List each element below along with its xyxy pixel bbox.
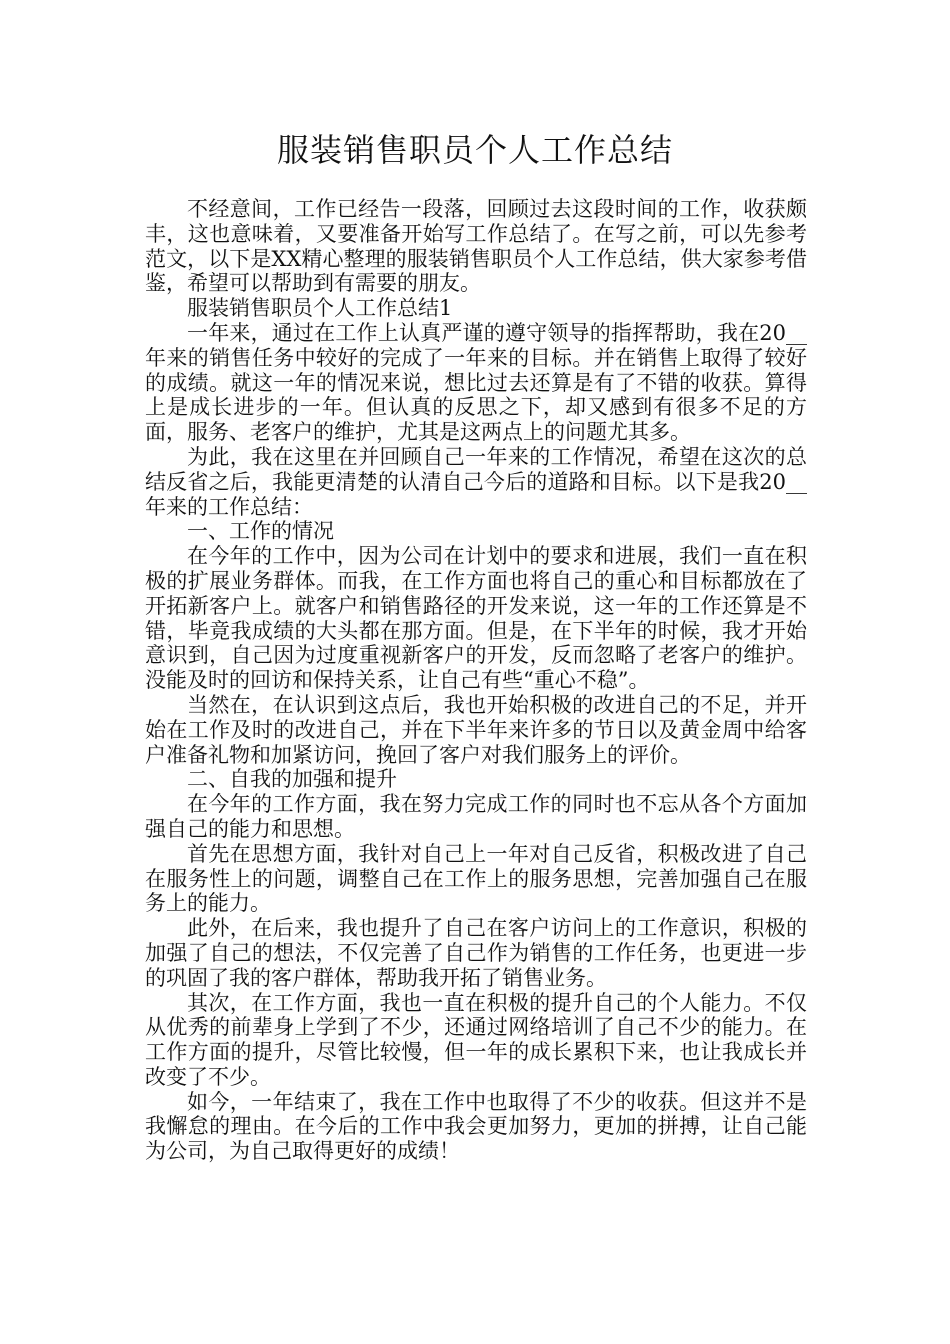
- paragraph: 一年来，通过在工作上认真严谨的遵守领导的指挥帮助，我在20__年来的销售任务中较好的完成了一年来的目标。并在销售上取得了较好的成绩。就这一年的情况来说，想比过去还算是有了不错的收获。算得上是成长进步的一年。但认真的反思之下，却又感到有很多不足的方面，服务、老客户的维护，尤其是这两点上的问题尤其多。: [145, 320, 807, 445]
- paragraph: 在今年的工作方面，我在努力完成工作的同时也不忘从各个方面加强自己的能力和思想。: [145, 792, 807, 841]
- paragraph: 其次，在工作方面，我也一直在积极的提升自己的个人能力。不仅从优秀的前辈身上学到了不少，还通过网络培训了自己不少的能力。在工作方面的提升，尽管比较慢，但一年的成长累积下来，也让我成长并改变了不少。: [145, 990, 807, 1089]
- paragraph-conclusion: 如今，一年结束了，我在工作中也取得了不少的收获。但这并不是我懈怠的理由。在今后的工作中我会更加努力，更加的拼搏，让自己能为公司，为自己取得更好的成绩！: [145, 1089, 807, 1164]
- paragraph-intro: 不经意间，工作已经告一段落，回顾过去这段时间的工作，收获颇丰，这也意味着，又要准备开始写工作总结了。在写之前，可以先参考范文，以下是XX精心整理的服装销售职员个人工作总结，供大家参考借鉴，希望可以帮助到有需要的朋友。: [145, 197, 807, 296]
- paragraph: 此外，在后来，我也提升了自己在客户访问上的工作意识，积极的加强了自己的想法，不仅完善了自己作为销售的工作任务，也更进一步的巩固了我的客户群体，帮助我开拓了销售业务。: [145, 916, 807, 990]
- document-body: [145, 197, 807, 1164]
- paragraph: 在今年的工作中，因为公司在计划中的要求和进展，我们一直在积极的扩展业务群体。而我，在工作方面也将自己的重心和目标都放在了开拓新客户上。就客户和销售路径的开发来说，这一年的工作还算是不错，毕竟我成绩的大头都在那方面。但是，在下半年的时候，我才开始意识到，自己因为过度重视新客户的开发，反而忽略了老客户的维护。没能及时的回访和保持关系，让自己有些“重心不稳”。: [145, 544, 807, 693]
- paragraph: 当然在，在认识到这点后，我也开始积极的改进自己的不足，并开始在工作及时的改进自己，并在下半年来许多的节日以及黄金周中给客户准备礼物和加紧访问，挽回了客户对我们服务上的评价。: [145, 692, 807, 767]
- paragraph: 为此，我在这里在并回顾自己一年来的工作情况，希望在这次的总结反省之后，我能更清楚的认清自己今后的道路和目标。以下是我20__年来的工作总结：: [145, 444, 807, 519]
- section-heading-work-situation: 一、工作的情况: [187, 519, 334, 544]
- subheading-summary-1: 服装销售职员个人工作总结1: [187, 296, 453, 321]
- section-heading-self-improvement: 二、自我的加强和提升: [187, 767, 397, 792]
- document-title: 服装销售职员个人工作总结: [276, 131, 673, 169]
- paragraph: 首先在思想方面，我针对自己上一年对自己反省，积极改进了自己在服务性上的问题，调整自己在工作上的服务思想，完善加强自己在服务上的能力。: [145, 841, 807, 916]
